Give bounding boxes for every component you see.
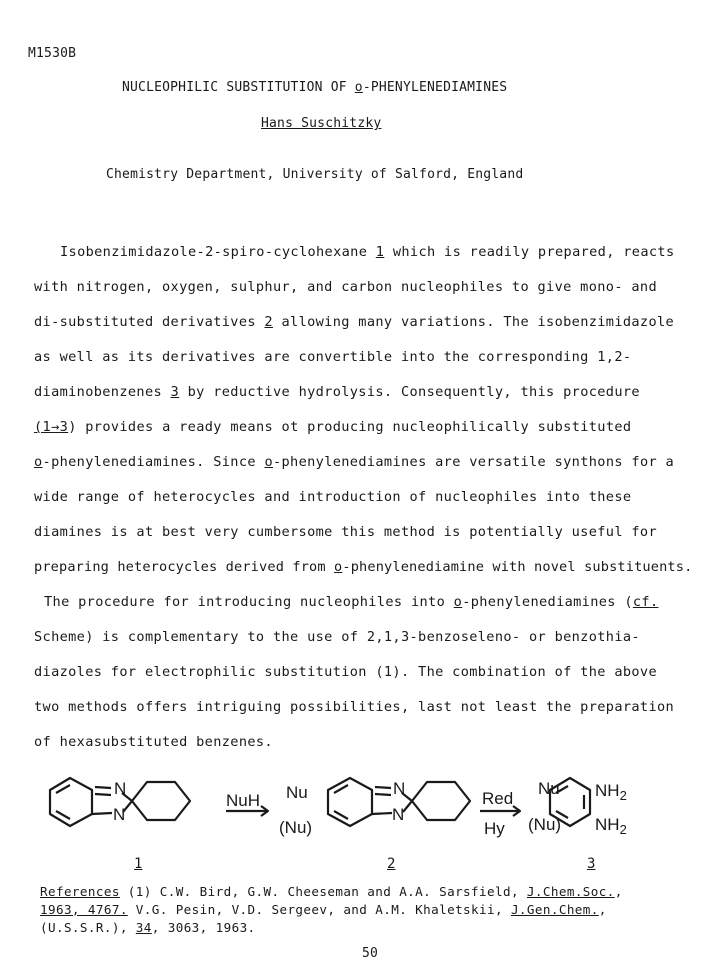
reference-line: (U.S.S.R.), 34, 3063, 1963. (40, 920, 256, 935)
body-line: preparing heterocycles derived from o-phenylenediamine with novel substituents. (34, 559, 693, 575)
nu-optional-substituent: (Nu) (279, 818, 313, 837)
paper-title: NUCLEOPHILIC SUBSTITUTION OF o-PHENYLENEDIAMINES (122, 80, 508, 95)
body-line: The procedure for introducing nucleophiles into o-phenylenediamines (cf. (44, 594, 659, 610)
amine-group-top: $NH_2$ (595, 781, 627, 803)
atom-n-bottom: N (392, 805, 405, 824)
reaction-scheme (30, 768, 680, 880)
document-code: M1530B (28, 46, 77, 61)
compound-label-2: 2 (387, 856, 396, 872)
reagent-hy: Hy (484, 819, 505, 838)
reagent-nuh: NuH (226, 791, 261, 810)
references-heading: References (40, 884, 120, 899)
body-line: (1→3) provides a ready means ot producing nucleophilically substituted (34, 419, 632, 435)
affiliation: Chemistry Department, University of Salford, England (106, 167, 524, 182)
nu-optional-substituent: (Nu) (528, 815, 562, 834)
reference-line: 1963, 4767. V.G. Pesin, V.D. Sergeev, and A.M. Khaletskii, J.Gen.Chem., (40, 902, 607, 917)
body-line: o-phenylenediamines. Since o-phenylenediamines are versatile synthons for a (34, 454, 675, 470)
nu-substituent: Nu (286, 783, 308, 802)
body-line: Scheme) is complementary to the use of 2,1,3-benzoseleno- or benzothia- (34, 629, 640, 645)
compound-label-1: 1 (134, 856, 143, 872)
body-line: two methods offers intriguing possibilities, last not least the preparation (34, 699, 675, 715)
body-line: wide range of heterocycles and introduction of nucleophiles into these (34, 489, 632, 505)
body-line: di-substituted derivatives 2 allowing many variations. The isobenzimidazole (34, 314, 675, 330)
atom-n-bottom: N (113, 805, 126, 824)
nu-substituent: Nu (538, 779, 560, 798)
reagent-red: Red (482, 789, 514, 808)
atom-n-top: N (393, 779, 406, 798)
author-name: Hans Suschitzky (261, 116, 382, 131)
page-number: 50 (362, 946, 379, 961)
body-line: with nitrogen, oxygen, sulphur, and carbon nucleophiles to give mono- and (34, 279, 657, 295)
body-line: diaminobenzenes 3 by reductive hydrolysis. Consequently, this procedure (34, 384, 640, 400)
body-line: as well as its derivatives are convertible into the corresponding 1,2- (34, 349, 632, 365)
reference-line: References (1) C.W. Bird, G.W. Cheeseman and A.A. Sarsfield, J.Chem.Soc., (40, 884, 623, 899)
body-line: of hexasubstituted benzenes. (34, 734, 273, 750)
body-line: diazoles for electrophilic substitution (1). The combination of the above (34, 664, 657, 680)
amine-group-bottom: $NH_2$ (595, 815, 627, 837)
body-line: diamines is at best very cumbersome this method is potentially useful for (34, 524, 657, 540)
compound-label-3: 3 (587, 856, 596, 872)
body-line: Isobenzimidazole-2-spiro-cyclohexane 1 which is readily prepared, reacts (60, 244, 675, 260)
atom-n-top: N (114, 779, 127, 798)
